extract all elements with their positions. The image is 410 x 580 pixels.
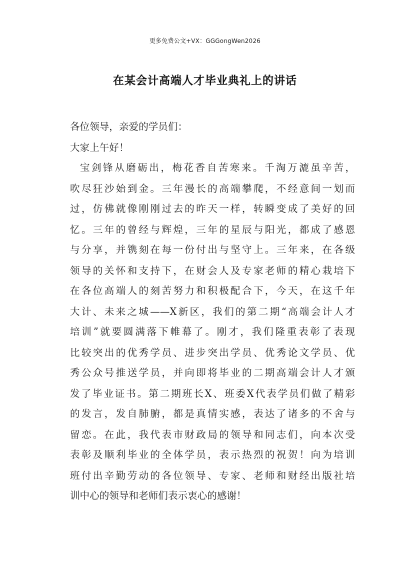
document-title: 在某会计高端人才毕业典礼上的讲话 [113, 74, 297, 87]
paragraph-line: 留恋。在此，我代表市财政局的领导和同志们，向本次受 [70, 429, 355, 441]
paragraph-line: 领导的关怀和支持下，在财会人及专家老师的精心栽培下 [70, 265, 355, 277]
paragraph-line: 表彰及顺利毕业的全体学员，表示热烈的祝贺！向为培训 [70, 450, 355, 461]
paragraph-line: 过，仿佛就像刚刚过去的昨天一样，转瞬变成了美好的回 [70, 204, 355, 215]
paragraph-line: 吹尽狂沙始到金。三年漫长的高端攀爬，不经意间一划而 [70, 183, 355, 195]
greeting: 大家上午好！ [70, 142, 129, 154]
paragraph-line: 发了毕业证书。第二期班长X、班委X代表学员们做了精彩 [70, 388, 355, 400]
paragraph-line: 与分享，并镌刻在每一份付出与坚守上。三年来，在各级 [70, 245, 355, 256]
paragraph-line: 培训”就要圆满落下帷幕了。刚才，我们隆重表彰了表现 [70, 327, 355, 338]
paragraph-line: 训中心的领导和老师们表示衷心的感谢！ [70, 491, 247, 502]
paragraph-line: 宝剑锋从磨砺出，梅花香自苦寒来。千淘万漉虽辛苦， [80, 163, 355, 174]
header-note: 更多免费公文+VX：GGGongWen2026 [149, 38, 261, 45]
speech-body [70, 118, 355, 508]
speech-paragraph [70, 159, 355, 508]
paragraph-line: 大计、未来之城——X新区，我们的第二期“高端会计人才 [70, 306, 355, 318]
paragraph-line: 在各位高端人的刻苦努力和积极配合下，今天，在这千年 [70, 286, 355, 297]
paragraph-line: 班付出辛勤劳动的各位领导、专家、老师和财经出版社培 [70, 470, 355, 482]
paragraph-line: 比较突出的优秀学员、进步突出学员、优秀论文学员、优 [70, 347, 355, 359]
salutation: 各位领导，亲爱的学员们： [70, 122, 188, 133]
paragraph-line: 忆。三年的曾经与辉煌，三年的星辰与阳光，都成了感恩 [70, 224, 355, 236]
paragraph-line: 秀公众号推送学员，并向即将毕业的二期高端会计人才颁 [70, 368, 355, 379]
paragraph-line: 的发言，发自肺腑，都是真情实感，表达了诸多的不舍与 [70, 409, 355, 420]
